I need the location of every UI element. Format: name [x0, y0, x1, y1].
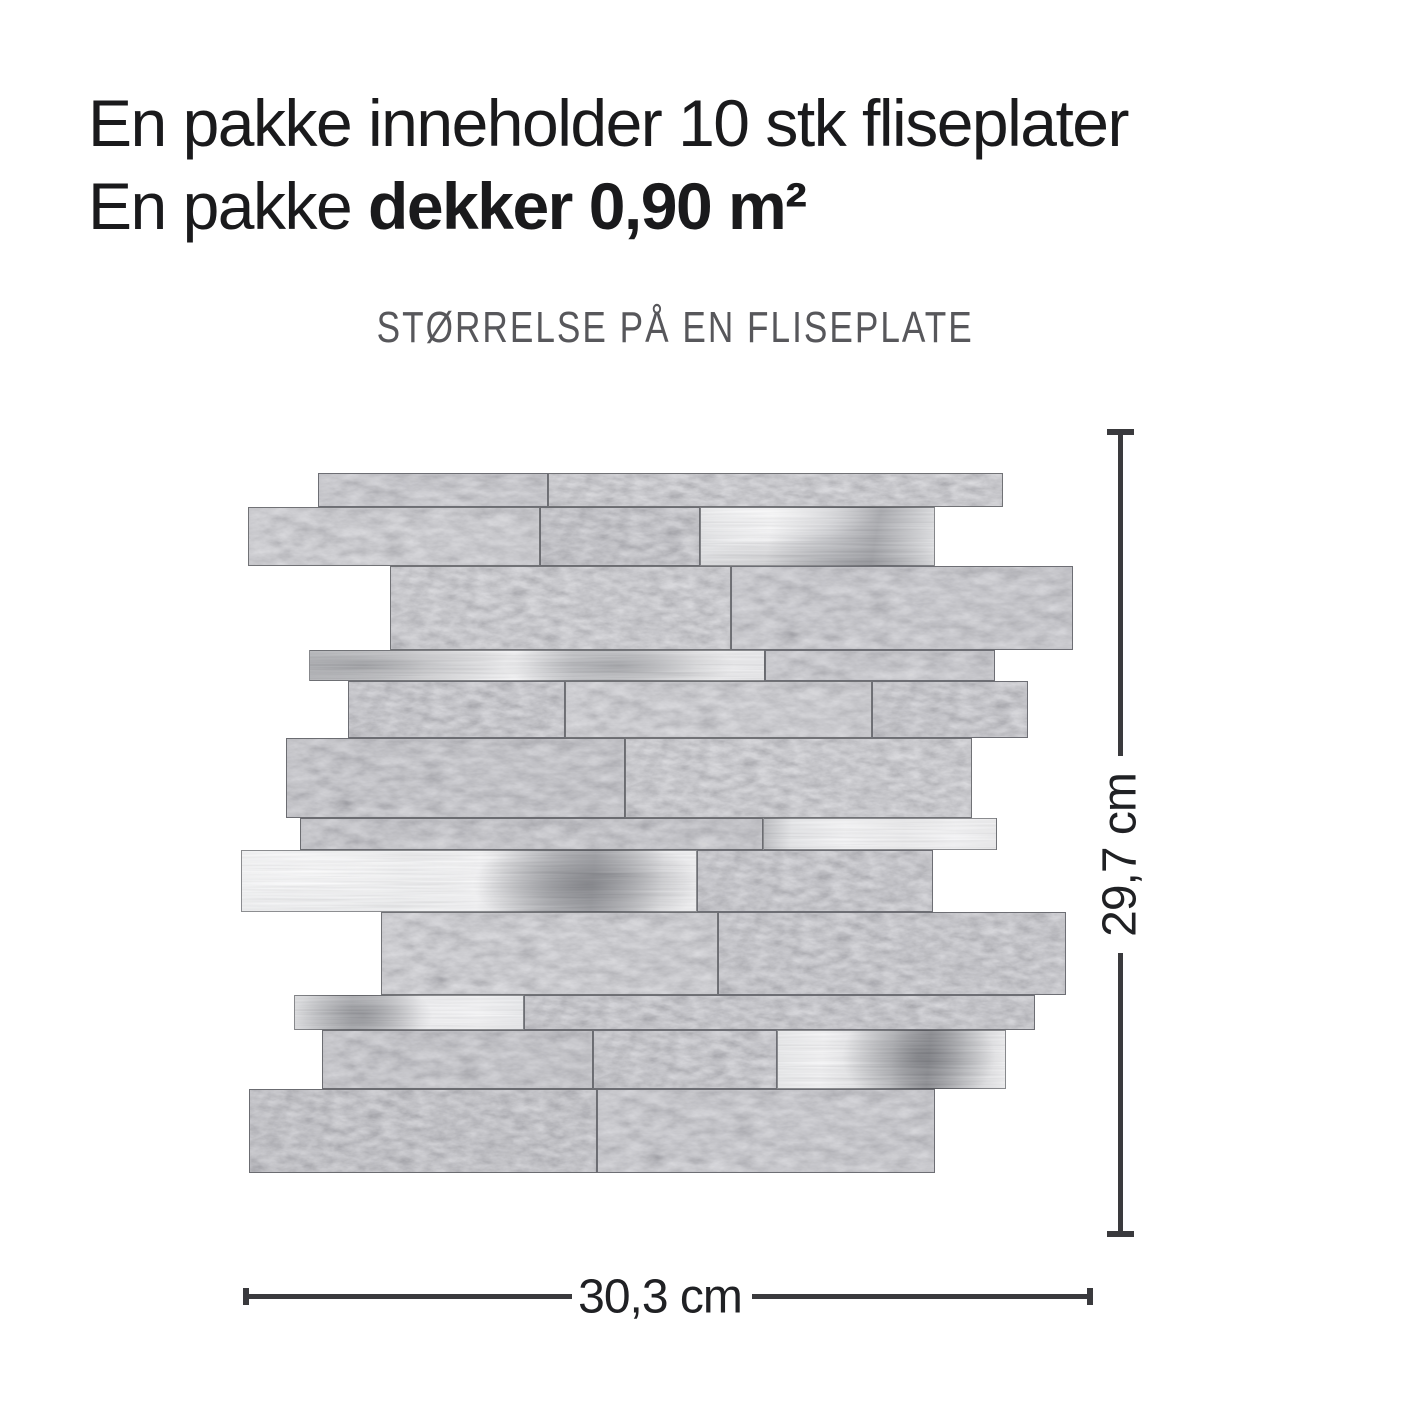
tile-strip-concrete — [390, 566, 731, 650]
tile-strip-concrete — [540, 507, 700, 566]
tile-strip-metal — [294, 995, 524, 1030]
tile-strip-concrete — [625, 738, 972, 818]
subheading: STØRRELSE PÅ EN FLISEPLATE — [376, 303, 975, 352]
height-dimension-cap-bottom — [1107, 1231, 1134, 1237]
height-dimension-line-lower — [1118, 953, 1123, 1236]
tile-strip-concrete — [872, 681, 1028, 738]
headline-line2-regular: En pakke — [88, 169, 369, 243]
tile-strip-metal — [700, 507, 935, 566]
width-dimension-label: 30,3 cm — [578, 1270, 742, 1324]
tile-strip-metal — [777, 1030, 1006, 1089]
tile-strip-concrete — [249, 1089, 597, 1173]
tile-strip-metal — [309, 650, 765, 681]
height-dimension-line-upper — [1118, 431, 1123, 756]
width-dimension-line-right — [752, 1294, 1090, 1299]
tile-strip-concrete — [597, 1089, 935, 1173]
tile-strip-concrete — [286, 738, 625, 818]
tile-strip-concrete — [697, 850, 933, 912]
headline-line1: En pakke inneholder 10 stk fliseplater — [88, 86, 1128, 160]
tile-strip-concrete — [348, 681, 565, 738]
tile-strip-concrete — [381, 912, 718, 995]
tile-strip-concrete — [765, 650, 995, 681]
tile-strip-metal — [763, 818, 997, 850]
tile-strip-concrete — [593, 1030, 777, 1089]
tile-strip-concrete — [248, 507, 540, 566]
tile-strip-concrete — [548, 473, 1003, 507]
tile-strip-metal — [241, 850, 697, 912]
tile-strip-concrete — [718, 912, 1066, 995]
tile-strip-concrete — [300, 818, 763, 850]
tile-strip-concrete — [524, 995, 1035, 1030]
height-dimension-label: 29,7 cm — [1093, 773, 1147, 937]
tile-strip-concrete — [731, 566, 1073, 650]
width-dimension-cap-right — [1087, 1288, 1093, 1305]
headline-line2-bold: dekker 0,90 m² — [368, 169, 806, 243]
tile-strip-concrete — [318, 473, 548, 507]
tile-strip-concrete — [565, 681, 872, 738]
tile-strip-concrete — [322, 1030, 593, 1089]
width-dimension-line-left — [246, 1294, 572, 1299]
